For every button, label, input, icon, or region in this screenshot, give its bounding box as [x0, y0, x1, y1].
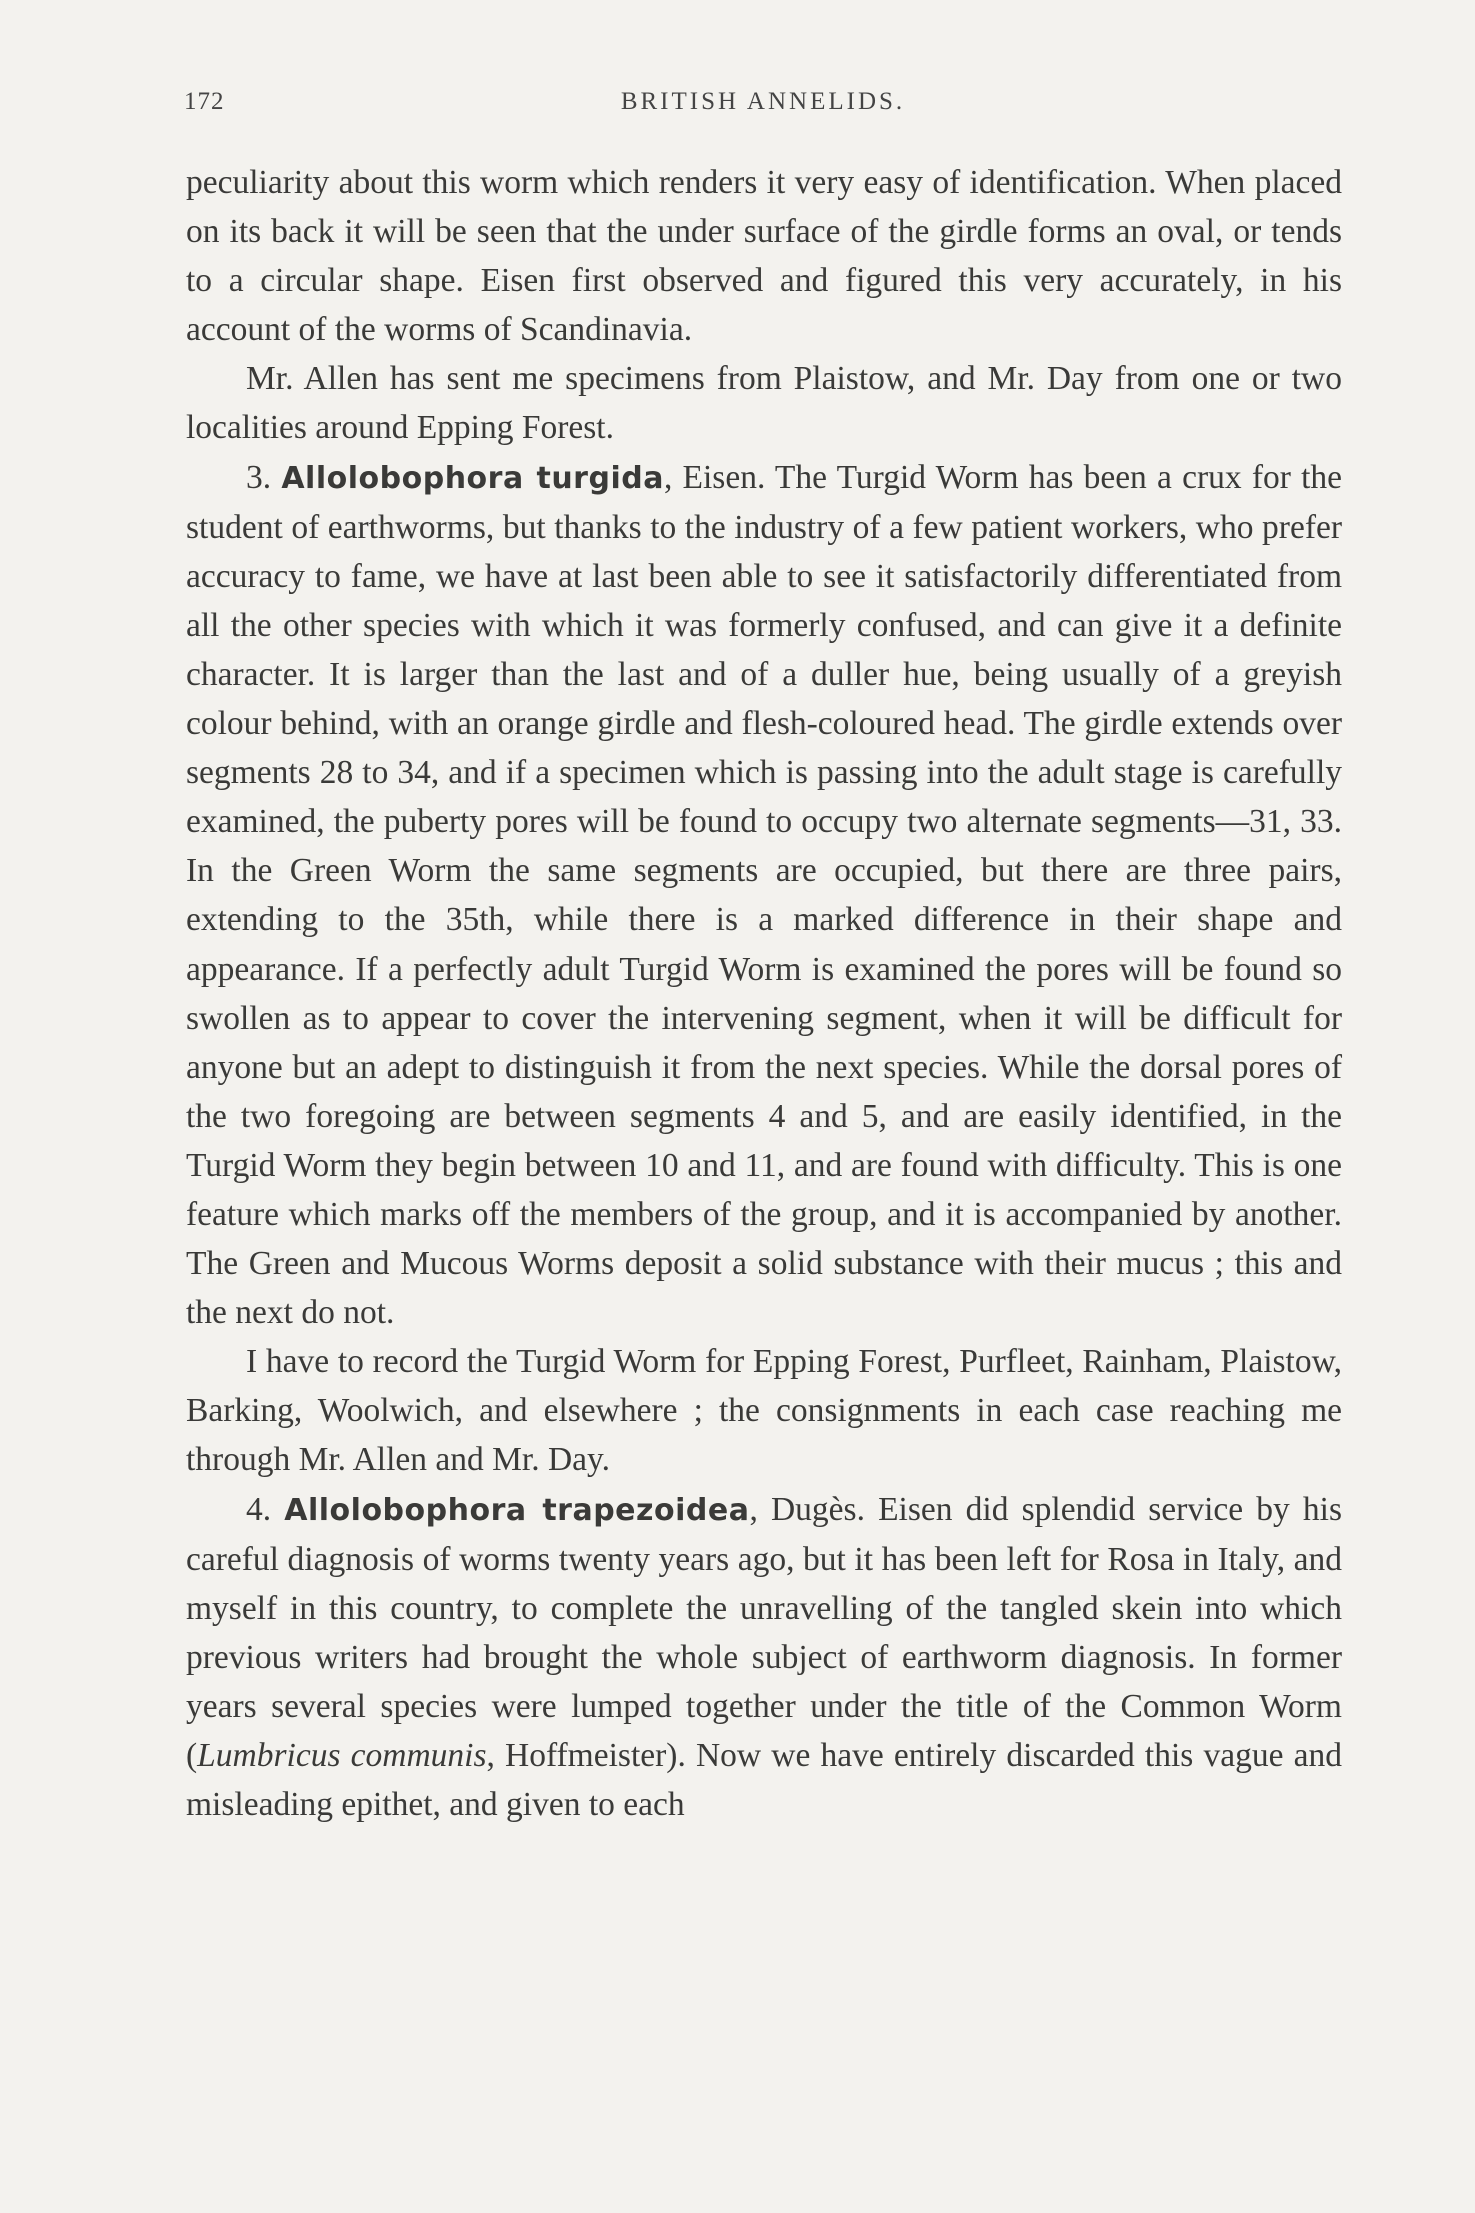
species-name-turgida: Allolobophora turgida: [281, 460, 664, 496]
paragraph-3: [186, 453, 1342, 1338]
running-head: BRITISH ANNELIDS.: [620, 88, 906, 115]
paragraph-5-text-a: , Dugès. Eisen did splendid service by his careful diagnosis of worms twenty years ago, but it has been left for Rosa in Italy, and myself in this country, to complete the unravelling of the tangled skein into which previous writers had brought the whole subject of earthworm diagnosis. In former years several species were lumped together under the title of the Common Worm (: [186, 1490, 1342, 1774]
species-number: 4.: [246, 1490, 272, 1528]
paragraph-1: peculiarity about this worm which renders it very easy of identification. When placed on its back it will be seen that the under surface of the girdle forms an oval, or tends to a circular shape. Eisen first observed and figured this very accurately, in his account of the worms of Scandinavia.: [186, 164, 1342, 349]
page-header: [184, 88, 1342, 128]
page-number: 172: [184, 88, 225, 115]
paragraph-5: [186, 1485, 1342, 1830]
body-text: [186, 158, 1342, 1829]
species-number: 3.: [246, 458, 272, 496]
latin-name-lumbricus-communis: Lumbricus communis: [197, 1737, 487, 1774]
paragraph-3-text: , Eisen. The Turgid Worm has been a crux for the student of earthworms, but thanks to the industry of a few patient workers, who prefer accuracy to fame, we have at last been able to see it satisfactorily differentiated from all the other species with which it was formerly confused, and can give it a definite character. It is larger than the last and of a duller hue, being usually of a greyish colour behind, with an orange girdle and flesh-coloured head. The girdle extends over segments 28 to 34, and if a specimen which is passing into the adult stage is carefully examined, the puberty pores will be found to occupy two alternate segments—31, 33. In the Green Worm the same segments are occupied, but there are three pairs, extending to the 35th, while there is a marked difference in their shape and appearance. If a perfectly adult Turgid Worm is examined the pores will be found so swollen as to appear to cover the intervening segment, when it will be difficult for anyone but an adept to distinguish it from the next species. While the dorsal pores of the two foregoing are between segments 4 and 5, and are easily identified, in the Turgid Worm they begin between 10 and 11, and are found with difficulty. This is one feature which marks off the members of the group, and it is accompanied by another. The Green and Mucous Worms deposit a solid substance with their mucus ; this and the next do not.: [186, 458, 1343, 1332]
paragraph-2: Mr. Allen has sent me specimens from Plaistow, and Mr. Day from one or two localities around Epping Forest.: [186, 360, 1342, 447]
paragraph-5-text-b: , Hoffmeister). Now we have entirely discarded this vague and misleading epithet, and given to each: [186, 1737, 1342, 1824]
species-name-trapezoidea: Allolobophora trapezoidea: [284, 1492, 750, 1528]
paragraph-4: I have to record the Turgid Worm for Epping Forest, Purfleet, Rainham, Plaistow, Barking, Woolwich, and elsewhere ; the consignments in each case reaching me through Mr. Allen and Mr. Day.: [186, 1343, 1342, 1479]
